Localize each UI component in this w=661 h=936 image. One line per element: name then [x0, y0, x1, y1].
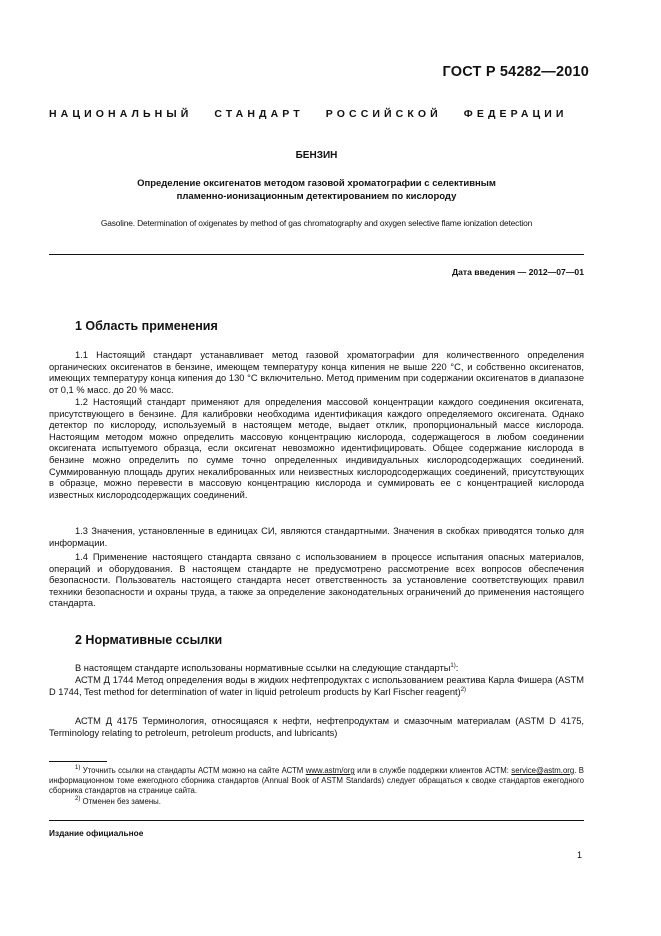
footnote-2-text: Отменен без замены. — [82, 797, 161, 806]
footnote-2 — [49, 797, 584, 807]
reference-astm-d1744 — [49, 675, 584, 698]
page-number: 1 — [576, 850, 582, 860]
footnote-1-text-c: . В информационном томе ежегодного сборника стандартов (Annual Book of ASTM Standards) следует обращаться к сводке стандартов ежегодного сборника стандартов на странице сайта. — [49, 766, 585, 796]
document-subtitle-line-1: Определение оксигенатов методом газовой хроматографии с селективным — [137, 178, 496, 189]
footnote-divider — [49, 761, 107, 762]
footer-divider — [49, 820, 584, 821]
footnote-1 — [49, 766, 584, 797]
references-intro: В настоящем стандарте использованы нормативные ссылки на следующие стандарты$^{1)}$: — [75, 663, 459, 673]
document-subtitle-line-2: пламенно-ионизационным детектированием по кислороду — [176, 191, 457, 202]
footnote-1-text-b: или в службе поддержки клиентов АСТМ: — [357, 766, 509, 775]
footnote-marker-2: 2) — [460, 686, 467, 693]
document-title: БЕНЗИН — [295, 150, 338, 161]
footnote-1-marker: 1) — [75, 765, 81, 771]
footnote-marker-1: 1) — [450, 663, 456, 669]
paragraph-1-1: 1.1 Настоящий стандарт устанавливает метод газовой хроматографии для количественного определения органических оксигенатов в бензине, имеющем температуру конца кипения не выше 220 °С, и собственно оксигенатов, имеющих температуру конца кипения до 130 °С включительно. Метод применим при содержании оксигенатов в диапазоне от 0,1 % масс. до 20 % масс. — [49, 350, 584, 395]
standard-number: ГОСТ Р 54282—2010 — [442, 64, 589, 80]
paragraph-1-4: 1.4 Применение настоящего стандарта связано с использованием в процессе испытания опасных материалов, операций и оборудования. В настоящем стандарте не предусмотрено рассмотрение всех вопросов обеспечения безопасности. Пользователь настоящего стандарта несет ответственность за установление соответствующих правил техники безопасности и охраны труда, а также за определение законодательных ограничений до применения настоящего стандарта. — [49, 552, 584, 609]
national-standard-banner: НАЦИОНАЛЬНЫЙ СТАНДАРТ РОССИЙСКОЙ ФЕДЕРАЦИИ — [49, 108, 568, 120]
footnote-1-text-a: Уточнить ссылки на стандарты АСТМ можно на сайте АСТМ — [82, 766, 304, 775]
astm-website-link[interactable]: www.astm/org — [305, 766, 355, 775]
official-edition-label: Издание официальное — [49, 828, 144, 838]
references-intro-text: В настоящем стандарте использованы нормативные ссылки на следующие стандарты — [75, 663, 451, 673]
paragraph-1-3: 1.3 Значения, установленные в единицах СИ, являются стандартными. Значения в скобках приводятся только для информации. — [49, 526, 584, 548]
reference-astm-d1744-text: АСТМ Д 1744 Метод определения воды в жидких нефтепродуктах с использованием реактива Карла Фишера (ASTM D 1744, Test method for determination of water in liquid petroleum products by Karl Fischer reagent) — [49, 675, 584, 697]
title-divider — [49, 254, 584, 255]
introduction-date: Дата введения — 2012—07—01 — [451, 267, 584, 277]
paragraph-1-2: 1.2 Настоящий стандарт применяют для определения массовой концентрации каждого соединения оксигената, присутствующего в бензине. Для калибровки необходима идентификация каждого определяемого оксигената. Однако детектор по кислороду, используемый в настоящем методе, выдает отклик, пропорциональный массе кислорода. Настоящим методом можно определить массовую концентрацию кислорода, содержащегося в любом соединении оксигената испытуемого образца, если оксигенат невозможно идентифицировать. Общее содержание кислорода в бензине можно определить по сумме точно определенных индивидуальных кислородсодержащих соединений. Суммированную площадь других некалиброванных или неизвестных кислородсодержащих соединений, присутствующих в образце, можно перевести в массовую концентрацию кислорода и суммировать ее с концентрацией кислорода известных кислородсодержащих соединений. — [49, 397, 584, 500]
section-heading-normative-references: 2 Нормативные ссылки — [75, 633, 223, 647]
english-title: Gasoline. Determination of oxigenates by method of gas chromatography and oxygen selective flame ionization detection — [100, 218, 533, 228]
reference-astm-d4175: АСТМ Д 4175 Терминология, относящаяся к нефти, нефтепродуктам и смазочным материалам (ASTM D 4175, Terminology relating to petroleum, petroleum products, and lubricants) — [49, 716, 584, 738]
footnote-2-marker: 2) — [75, 796, 81, 802]
section-heading-scope: 1 Область применения — [75, 319, 218, 333]
astm-support-email-link[interactable]: service@astm.org — [511, 766, 575, 775]
